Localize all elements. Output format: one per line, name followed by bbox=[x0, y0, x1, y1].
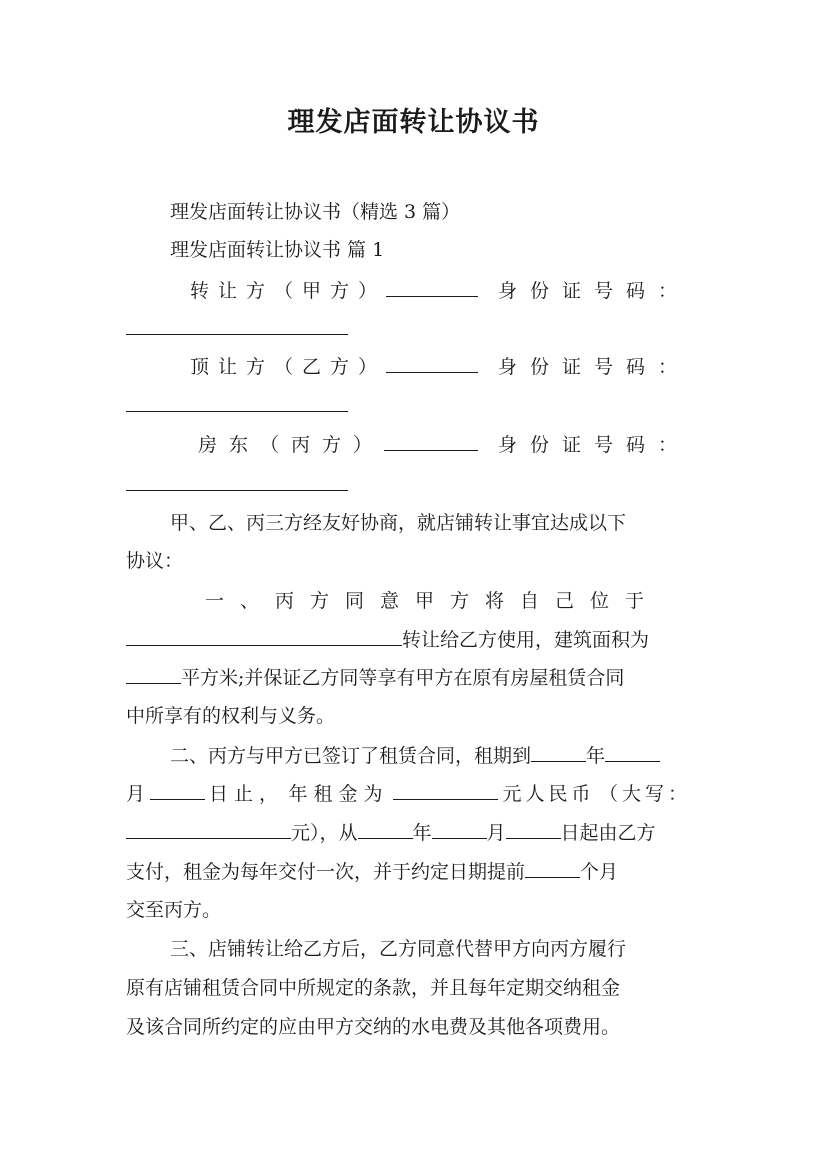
day-start-text: 日起由乙方 bbox=[560, 822, 656, 844]
area-blank bbox=[126, 665, 181, 684]
party-a-id-label: 身份证号码： bbox=[497, 280, 690, 302]
intro-line-1: 甲、乙、丙三方经友好协商，就店铺转让事宜达成以下 bbox=[170, 512, 627, 534]
party-b-id-blank-row bbox=[126, 393, 701, 418]
party-b-id-label: 身份证号码： bbox=[497, 356, 690, 378]
party-c-id-blank-row bbox=[126, 472, 701, 497]
start-year-label: 年 bbox=[412, 822, 432, 844]
clause-2-line-1 bbox=[170, 743, 702, 768]
clause-3-line-3: 及该合同所约定的应由甲方交纳的水电费及其他各项费用。 bbox=[126, 1016, 621, 1038]
clause-2-line-2 bbox=[126, 781, 691, 806]
clause-2-line-4 bbox=[126, 859, 701, 884]
party-c-name-blank bbox=[384, 432, 478, 451]
party-c-id-blank bbox=[126, 472, 348, 491]
annual-rent-label: 年租金为 bbox=[288, 783, 389, 805]
party-a-label: 转让方（甲方） bbox=[190, 280, 387, 302]
clause-3-line-2: 原有店铺租赁合同中所规定的条款，并且每年定期交纳租金 bbox=[126, 977, 621, 999]
party-b-id-blank bbox=[126, 393, 348, 412]
start-month-label: 月 bbox=[486, 822, 506, 844]
document-title: 理发店面转让协议书 bbox=[287, 107, 540, 138]
clause-2-line-3-end: 元），从 bbox=[291, 822, 358, 844]
year-label: 年 bbox=[586, 745, 606, 767]
clause-2-line-3 bbox=[126, 820, 701, 845]
party-a-row bbox=[190, 278, 690, 303]
lease-end-year-blank bbox=[531, 743, 586, 762]
party-b-name-blank bbox=[386, 354, 478, 373]
intro-line-2: 协议： bbox=[126, 550, 184, 572]
shop-location-blank bbox=[126, 627, 402, 646]
section-heading: 理发店面转让协议书 篇 1 bbox=[170, 239, 385, 261]
day-end-label: 日止， bbox=[208, 783, 284, 805]
clause-2-line-4-text: 支付，租金为每年交付一次，并于约定日期提前 bbox=[126, 861, 526, 883]
start-year-blank bbox=[358, 820, 413, 839]
party-a-id-blank-row bbox=[126, 316, 701, 341]
caps-label: （大写： bbox=[598, 783, 691, 805]
party-c-id-label: 身份证号码： bbox=[497, 434, 690, 456]
party-c-label: 房东（丙方） bbox=[198, 434, 385, 456]
start-day-blank bbox=[506, 820, 561, 839]
clause-1-line-1: 一、丙方同意甲方将自己位于 bbox=[205, 590, 661, 612]
advance-months-blank bbox=[525, 859, 580, 878]
annual-rent-blank bbox=[393, 781, 498, 800]
document-subtitle: 理发店面转让协议书（精选 3 篇） bbox=[170, 201, 461, 223]
party-b-label: 顶让方（乙方） bbox=[190, 356, 387, 378]
clause-2-line-5: 交至丙方。 bbox=[126, 899, 222, 921]
lease-end-day-blank bbox=[150, 781, 205, 800]
party-b-row bbox=[190, 354, 690, 379]
clause-1-line-2 bbox=[126, 627, 701, 652]
clause-3-line-1: 三、店铺转让给乙方后，乙方同意代替甲方向丙方履行 bbox=[170, 938, 627, 960]
clause-2-line-1-text: 二、丙方与甲方已签订了租赁合同，租期到 bbox=[170, 745, 532, 767]
start-month-blank bbox=[432, 820, 487, 839]
clause-1-line-2-text: 转让给乙方使用，建筑面积为 bbox=[402, 629, 650, 651]
clause-1-line-3 bbox=[126, 665, 701, 690]
clause-1-line-4: 中所享有的权利与义务。 bbox=[126, 705, 336, 727]
month-label: 月 bbox=[126, 783, 146, 805]
lease-end-month-blank bbox=[605, 743, 660, 762]
clause-1-line-3-text: 平方米;并保证乙方同等享有甲方在原有房屋租赁合同 bbox=[181, 667, 625, 689]
party-c-row bbox=[198, 432, 690, 457]
clause-2-line-4-end: 个月 bbox=[580, 861, 619, 883]
yuan-rmb-label: 元人民币 bbox=[502, 783, 595, 805]
rent-caps-blank bbox=[126, 820, 291, 839]
party-a-id-blank bbox=[126, 316, 348, 335]
party-a-name-blank bbox=[386, 278, 478, 297]
